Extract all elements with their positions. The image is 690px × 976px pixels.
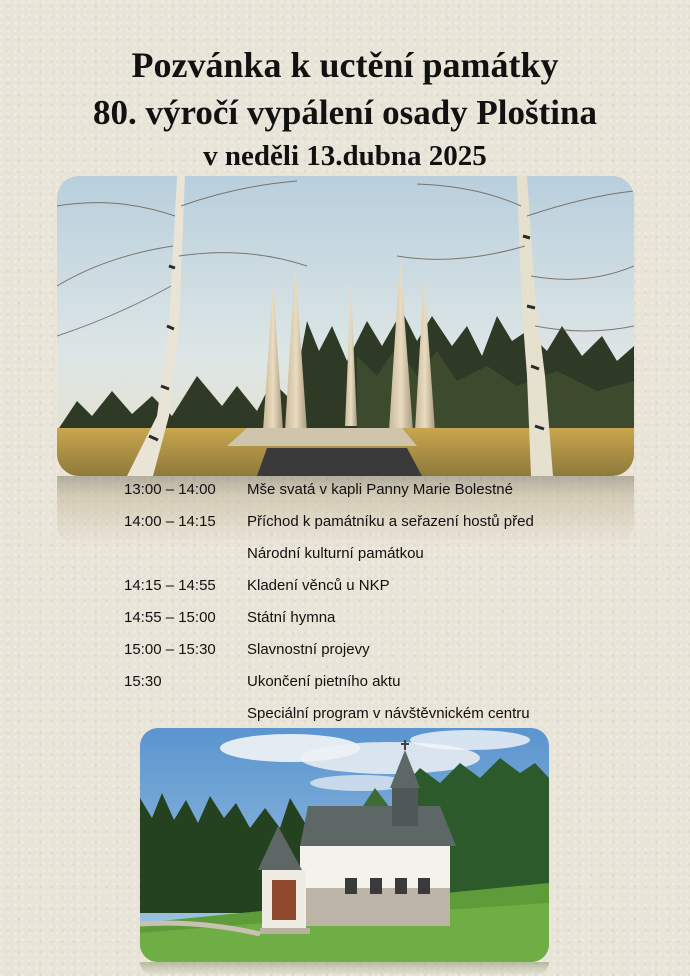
chapel-photo — [140, 728, 549, 962]
monument-photo — [57, 176, 634, 476]
title-line-2: 80. výročí vypálení osady Ploština — [93, 93, 597, 132]
schedule-time: 13:00 – 14:00 — [124, 481, 216, 498]
schedule-event: Příchod k památníku a seřazení hostů před — [247, 513, 534, 530]
schedule-time: 14:55 – 15:00 — [124, 609, 216, 626]
schedule-event: Speciální program v návštěvnickém centru — [247, 705, 530, 722]
chapel-photo-reflection — [140, 962, 549, 976]
schedule-event: Národní kulturní památkou — [247, 545, 424, 562]
schedule-event: Kladení věnců u NKP — [247, 577, 390, 594]
title-line-1: Pozvánka k uctění památky — [131, 45, 559, 85]
schedule-event: Státní hymna — [247, 609, 336, 626]
schedule-event: Slavnostní projevy — [247, 641, 370, 658]
monument-illustration — [57, 176, 634, 476]
schedule-event: Mše svatá v kapli Panny Marie Bolestné — [247, 481, 513, 498]
schedule-event: Ukončení pietního aktu — [247, 673, 401, 690]
schedule-time: 14:15 – 14:55 — [124, 577, 216, 594]
schedule-time: 15:00 – 15:30 — [124, 641, 216, 658]
chapel-illustration — [140, 728, 549, 962]
schedule-time: 14:00 – 14:15 — [124, 513, 216, 530]
schedule-time: 15:30 — [124, 673, 162, 690]
title-date: v neděli 13.dubna 2025 — [203, 140, 487, 172]
